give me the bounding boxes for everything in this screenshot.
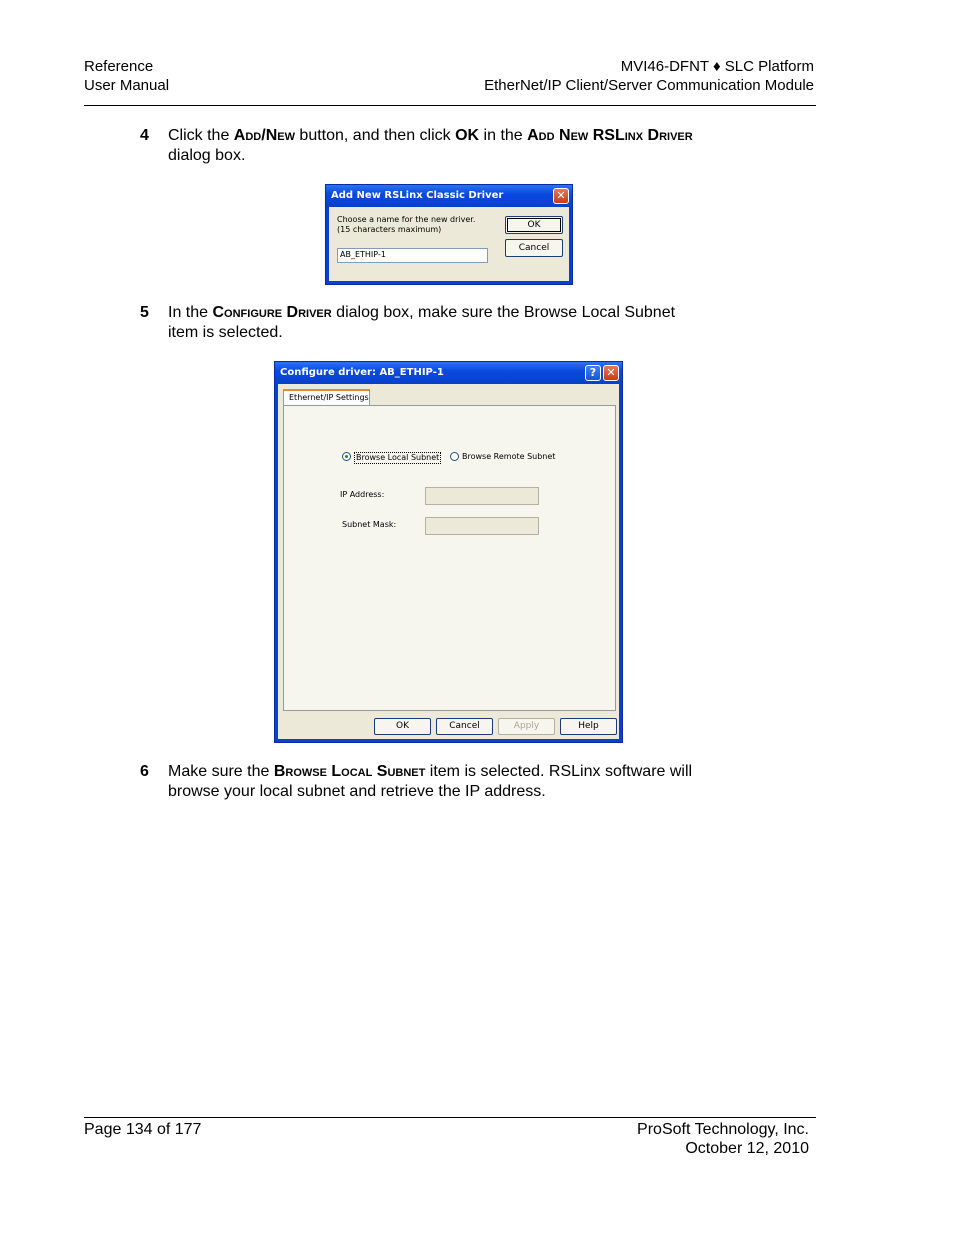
text: Click the bbox=[168, 127, 234, 144]
driver-name-input[interactable]: AB_ETHIP-1 bbox=[337, 248, 488, 263]
radio-remote-label[interactable]: Browse Remote Subnet bbox=[462, 452, 556, 461]
dialog-ref: Configure Driver bbox=[212, 304, 332, 321]
dialog-ref: Add New RSLinx Driver bbox=[527, 127, 693, 144]
company-name: ProSoft Technology, Inc. bbox=[637, 1121, 809, 1138]
ip-address-label: IP Address: bbox=[340, 490, 385, 499]
step-number: 4 bbox=[140, 127, 149, 144]
ok-button[interactable]: OK bbox=[374, 718, 431, 735]
prompt-line2: (15 characters maximum) bbox=[337, 225, 442, 234]
close-icon[interactable]: ✕ bbox=[553, 188, 569, 204]
footer-right bbox=[637, 1120, 809, 1158]
publication-date: October 12, 2010 bbox=[685, 1140, 809, 1157]
help-icon[interactable]: ? bbox=[585, 365, 601, 381]
text: item is selected. RSLinx software will bbox=[425, 763, 693, 780]
subnet-mask-field[interactable] bbox=[425, 517, 539, 535]
step-text bbox=[168, 762, 768, 802]
close-icon[interactable]: ✕ bbox=[603, 365, 619, 381]
text: dialog box, make sure the Browse Local Subnet bbox=[331, 304, 676, 321]
cancel-button[interactable]: Cancel bbox=[436, 718, 493, 735]
dialog-client bbox=[278, 384, 619, 739]
header-section: Reference bbox=[84, 58, 154, 75]
text: item is selected. bbox=[168, 324, 283, 341]
radio-browse-remote[interactable] bbox=[450, 452, 459, 461]
browse-local-subnet-ref: Browse Local Subnet bbox=[273, 763, 426, 780]
new-button-ref: New bbox=[265, 127, 295, 144]
text: Make sure the bbox=[168, 763, 274, 780]
apply-button[interactable]: Apply bbox=[498, 718, 555, 735]
settings-panel bbox=[283, 405, 616, 711]
step-number: 5 bbox=[140, 304, 149, 321]
ok-ref: OK bbox=[455, 127, 480, 144]
text: in the bbox=[479, 127, 528, 144]
page-number: Page 134 of 177 bbox=[84, 1121, 202, 1138]
tab-ethernet-ip-settings[interactable]: Ethernet/IP Settings bbox=[283, 389, 370, 406]
prompt-line1: Choose a name for the new driver. bbox=[337, 215, 476, 224]
text: dialog box. bbox=[168, 147, 246, 164]
header-manual: User Manual bbox=[84, 77, 170, 94]
text: In the bbox=[168, 304, 213, 321]
header-module: EtherNet/IP Client/Server Communication Module bbox=[484, 77, 814, 94]
dialog-title: Add New RSLinx Classic Driver bbox=[326, 185, 572, 207]
header-left bbox=[84, 57, 169, 95]
add-driver-dialog bbox=[325, 184, 573, 285]
radio-browse-local[interactable] bbox=[342, 452, 351, 461]
step-number: 6 bbox=[140, 763, 149, 780]
footer-rule bbox=[84, 1117, 816, 1118]
cancel-button[interactable]: Cancel bbox=[505, 239, 563, 257]
radio-local-label[interactable]: Browse Local Subnet bbox=[356, 453, 440, 462]
text: / bbox=[261, 127, 266, 144]
header-right bbox=[484, 57, 814, 95]
ip-address-field[interactable] bbox=[425, 487, 539, 505]
header-rule bbox=[84, 105, 816, 106]
step-text bbox=[168, 126, 768, 166]
header-product: MVI46-DFNT ♦ SLC Platform bbox=[620, 58, 814, 75]
configure-driver-dialog bbox=[274, 361, 623, 743]
text: browse your local subnet and retrieve the IP address. bbox=[168, 783, 546, 800]
text: button, and then click bbox=[294, 127, 456, 144]
dialog-client bbox=[329, 207, 569, 281]
add-button-ref: Add bbox=[233, 127, 262, 144]
dialog-title: Configure driver: AB_ETHIP-1 bbox=[275, 362, 622, 384]
ok-button[interactable]: OK bbox=[505, 216, 563, 234]
step-text bbox=[168, 303, 768, 343]
help-button[interactable]: Help bbox=[560, 718, 617, 735]
subnet-mask-label: Subnet Mask: bbox=[342, 520, 397, 529]
